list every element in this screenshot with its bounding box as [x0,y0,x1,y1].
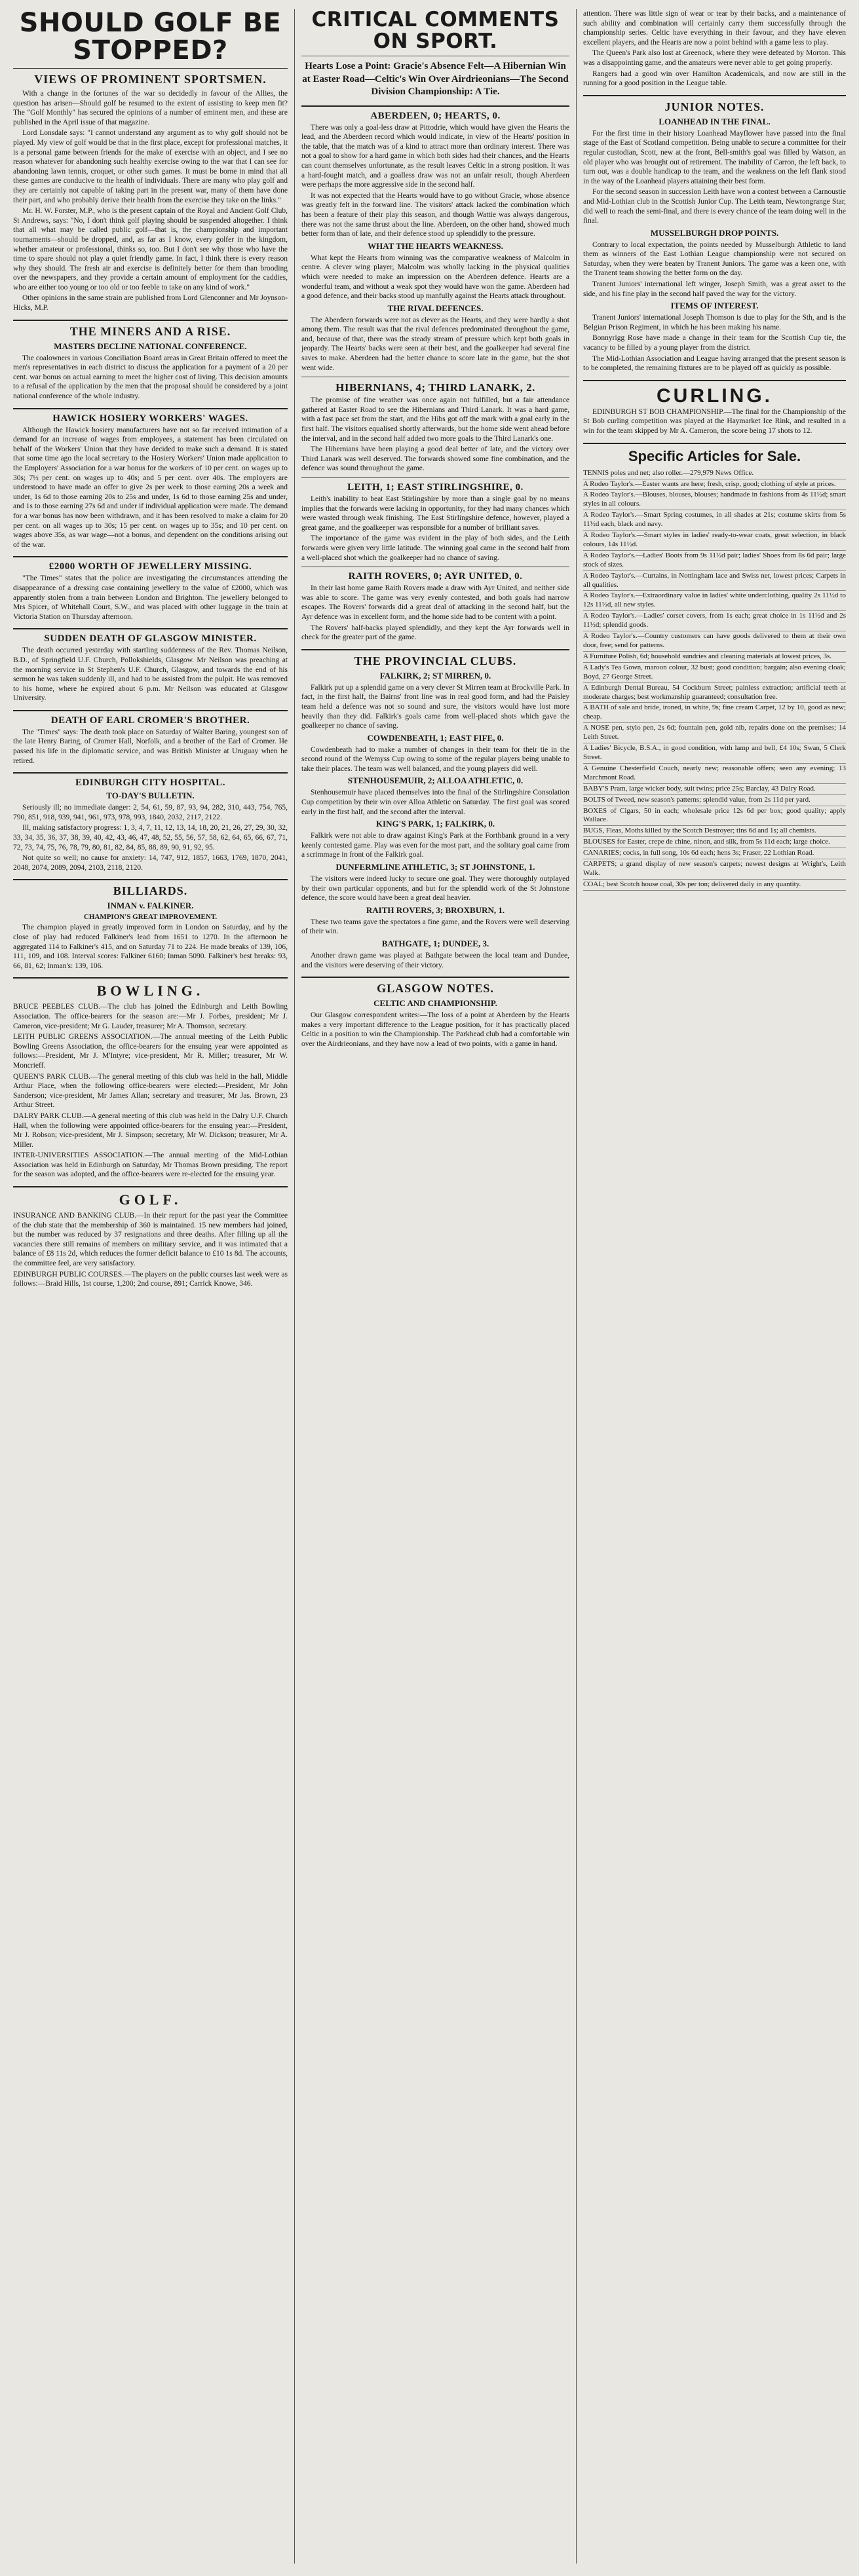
classified-ad: A NOSE pen, stylo pen, 2s 6d; fountain pen, gold nib, repairs done on the premises; 14 Leith Street. [583,724,846,743]
classified-ad: A Genuine Chesterfield Couch, nearly new; reasonable offers; seen any evening; 13 Marchmont Road. [583,764,846,784]
hospital-bulletin [13,803,288,872]
column-left [7,9,295,2564]
paragraph: The death occurred yesterday with startling suddenness of the Rev. Thomas Neilson, B.D., of Springfield U.F. Church, Pollokshields, Glasgow. Mr Neilson was preaching at the morning service in St Stephen's U.F. Church, Glasgow, and towards the end of his sermon he was taken suddenly ill, and had to be assisted from the pulpit. He was removed to his home, where he expired about 6 p.m. Mr Neilson was educated at Glasgow University. [13,646,288,703]
divider [583,95,846,96]
billiards-headline: BILLIARDS. [113,884,188,898]
paragraph: BRUCE PEEBLES CLUB.—The club has joined the Edinburgh and Leith Bowling Association. The office-bearers for the season are:—Mr J. Forbes, president; Mr J. Cameron, vice-president; Mr G. Lauder, treasurer; Mr A. Thomson, secretary. [13,1003,288,1030]
divider [301,105,569,107]
classified-ad: A Rodeo Taylor's.—Ladies' corset covers, from 1s each; great choice in 1s 11½d and 2s 11½d; splendid goods. [583,612,846,631]
hospital-subhead: TO-DAY'S BULLETIN. [106,791,195,801]
divider [13,710,288,711]
paragraph: Falkirk put up a splendid game on a very clever St Mirren team at Brockville Park. In fact, in the first half, the Bairns' front line was in real good form, and had the Paisley team held a defence was not so sound and sure, the visitors would have lost more heavily than they did. Falkirk's goals came from well-placed shots which gave the goalkeeper no chance of saving. [301,683,569,730]
paragraph: Other opinions in the same strain are published from Lord Glenconner and Mr Joynson-Hicks, M.P. [13,294,288,312]
paragraph: "The Times" states that the police are investigating the circumstances attending the disappearance of a dressing case containing jewellery to the value of £2000, which was apparently stolen from a train between London and Brighton. The jewellery belonged to Mrs Spicer, of Whitehall Court, S.W., and was placed with other luggage in the train at Victoria Station on Thursday afternoon. [13,574,288,621]
paragraph: Tranent Juniors' international left winger, Joseph Smith, was a great asset to the side, and his fine play in the second half paved the way for the victory. [583,280,846,298]
paragraph: It was not expected that the Hearts would have to go without Gracie, whose absence was greatly felt in the forward line. The visitors' attack lacked the combination which has been a feature of their play this season, and though Wattie was always dangerous, there was not the same thrust about the line. Aberdeen, on the other hand, showed much better form than of late, and their defence stood up splendidly to the pressure. [301,191,569,238]
classified-ad: BABY'S Pram, large wicker body, suit twins; price 25s; Barclay, 43 Dalry Road. [583,785,846,795]
paragraph: Our Glasgow correspondent writes:—The loss of a point at Aberdeen by the Hearts makes a very important difference to the League position, for it has practically placed Celtic in a position to win the Championship. The Parkhead club had a comfortable win over the Airdrieonians, and they have now a lead of two points, with a game in hand. [301,1011,569,1048]
miners-subhead: MASTERS DECLINE NATIONAL CONFERENCE. [54,341,247,351]
sport-headline: CRITICAL COMMENTS ON SPORT. [311,9,560,53]
raith-headline: RAITH ROVERS, 0; AYR UNITED, 0. [348,571,523,582]
paragraph: Although the Hawick hosiery manufacturers have not so far received intimation of a demand for an increase of wages from employees, a statement has been circulated on behalf of the Workers' Union that they have decided to make such a demand. It is stated that some time ago the local secretary to the Hosiery Workers' Union made application to the Employers' Association for a war bonus for the workers of 10 per cent. on wages up to 30s; 7½ per cent. on wages up to 40s; and 5 per cent. over 40s. The employers are understood to have made an offer to give 2s per week to those earning 20s a week and under, 1s 6d to those earning 20s to 25s and under, 1s 6d to those earning 25s and under, and 1s to those earning 27s 6d and under if individual application were made. The demand for a war bonus has now been withdrawn, and it has been resolved to make a claim for 20 per cent. on all wages up to 30s; 15 per cent. on wages up to 35s; and 10 per cent. on wages above 35s, as war wage—not a bonus, and dependent on the conditions arising out of the war. [13,426,288,549]
paragraph: Lord Lonsdale says: "I cannot understand any argument as to why golf should not be played. My view of golf would be that in the first place, except for professional matches, it is a personal game between friends for the make of exercise with an object, and I see no reason whatever for abandoning such healthy exercise owing to the war that I can see for abandoning lawn tennis, croquet, or other such games. It must be borne in mind that all these games are conducive to the health of individuals. There are many who play golf and they are certainly not capable of taking part in the present war, many of them have done their part, and who probably derive their health from the exercise they take on the links." [13,129,288,204]
divider [13,556,288,557]
paragraph: For the second season in succession Leith have won a contest between a Carnoustie and Mid-Lothian club in the Scottish Junior Cup. The Leith team, Newtongrange Star, did well to reach the semi-final, and there is every chance of the team doing well in the final. [583,188,846,225]
divider [583,380,846,381]
paragraph: Cowdenbeath had to make a number of changes in their team for their tie in the second round of the Wemyss Cup owing to some of the regular players being unable to take their places. The team was well balanced, and the young players did well. [301,745,569,773]
divider [13,320,288,321]
paragraph: With a change in the fortunes of the war so decidedly in favour of the Allies, the question has arisen—Should golf be resumed to the extent of assisting to keep men fit? The "Golf Monthly" has secured the opinions of a number of eminent men, and these are published in the April issue of that magazine. [13,90,288,126]
column-right [577,9,852,2564]
glasgow-notes-subhead: CELTIC AND CHAMPIONSHIP. [373,998,497,1009]
classified-ad: A Ladies' Bicycle, B.S.A., in good condition, with lamp and bell, £4 10s; Swan, 5 Clerk Street. [583,744,846,764]
paragraph: The Mid-Lothian Association and League having arranged that the present season is to be completed, the remaining fixtures are to be played off as quickly as possible. [583,354,846,373]
paragraph: QUEEN'S PARK CLUB.—The general meeting of this club was held in the hall, Middle Arthur Place, when the following office-bearers were elected:—President, Mr John Sanderson; vice-president, Mr James Allan; secretary and treasurer, Mr Jas. Brown, 23 Arthur Street. [13,1072,288,1110]
classified-ad: A Rodeo Taylor's.—Curtains, in Nottingham lace and Swiss net, lowest prices; Carpets in all qualities. [583,572,846,591]
classified-ad: BLOUSES for Easter, crepe de chine, ninon, and silk, from 5s 11d each; large choice. [583,838,846,848]
paragraph: The Aberdeen forwards were not as clever as the Hearts, and they were hardly a shot among them. The result was that the rival defences predominated throughout the game, and, because of that, there was the steady stream of pressure which kept both goals in jeopardy. The Hearts' backs were seen at their best, and the goalkeeper had several fine saves to make. Aberdeen had the better chance to score late in the game, but the shot went wide. [301,316,569,372]
divider [583,443,846,444]
hearts-weakness-headline: WHAT THE HEARTS WEAKNESS. [368,240,503,251]
bowling-items [13,1002,288,1180]
paragraph: The Queen's Park also lost at Greenock, where they were defeated by Morton. This was a disappointing game, and the amateurs were never able to get going properly. [583,49,846,67]
paragraph: LEITH PUBLIC GREENS ASSOCIATION.—The annual meeting of the Leith Public Bowling Greens Association, the office-bearers for the ensuing year were appointed as follows:—President, Mr J. M'Intyre; vice-president, Mr R. Miller; treasurer, Mr W. Moncrieff. [13,1033,288,1070]
hospital-headline: EDINBURGH CITY HOSPITAL. [75,777,226,789]
hibs-headline: HIBERNIANS, 4; THIRD LANARK, 2. [335,381,535,394]
divider [13,628,288,629]
classified-ad: COAL; best Scotch house coal, 30s per ton; delivered daily in any quantity. [583,880,846,891]
paragraph: Ill, making satisfactory progress: 1, 3, 4, 7, 11, 12, 13, 14, 18, 20, 21, 26, 27, 29, 30, 32, 33, 34, 35, 36, 37, 38, 39, 40, 42, 43, 46, 47, 48, 52, 55, 56, 57, 58, 62, 64, 65, 66, 67, 71, 72, 73, 74, 75, 76, 78, 79, 80, 81, 82, 84, 85, 88, 89, 90, 91, 92, 95. [13,824,288,851]
bowling-headline: BOWLING. [96,982,204,999]
classified-ad: A BATH of sale and bride, ironed, in white, 9s; fine cream Carpet, 12 by 10, good as new; cheap. [583,703,846,723]
divider [13,879,288,880]
paragraph: The visitors were indeed lucky to secure one goal. They were thoroughly outplayed by their own particular opponents, and but for the splendid work of the St Johnstone defence, the score would have been a great deal heavier. [301,875,569,903]
bathgate-headline: BATHGATE, 1; DUNDEE, 3. [381,939,489,948]
paragraph: Mr. H. W. Forster, M.P., who is the present captain of the Royal and Ancient Golf Club, St Andrews, says: "No, I don't think golf playing should be suspended altogether. I think that all what may be called public golf—that is, the championship and important tournaments—should be dropped, and, as far as I know, every golfer in the kingdom, whether amateur or professional, thinks so, too. But I don't see why those who have the time to spare should not play a quiet friendly game. In fact, I think there is every reason why they should. The fresh air and exercise is definitely better for them than brooding over the newspapers, and they provide a certain amount of employment for the caddies, who are either too young or too old or too feeble to take on any kind of work." [13,207,288,291]
paragraph: INSURANCE AND BANKING CLUB.—In their report for the past year the Committee of the club state that the membership of 360 is maintained. 15 new members had joined, but the number was reduced by 37 resignations and three deaths. After filling up all the vacancies there still remains of members on military service, and it was intimated that a balance of £8 11s 2d, which reduces the former deficit balance to £10 1s 8d. The accounts, the committee feel, are very satisfactory. [13,1212,288,1268]
golf-article [13,89,288,313]
paragraph: What kept the Hearts from winning was the comparative weakness of Malcolm in centre. A clever wing player, Malcolm was wholly lacking in the physical qualities which were needed to make an impression on the Aberdeen defence. Hearts are a wonderful team, and without a weak spot they would have won the game. Aberdeen had a good defence, and their backs stood up manfully against the Hearts attack throughout. [301,253,569,301]
divider [301,477,569,478]
musselburgh-headline: MUSSELBURGH DROP POINTS. [650,227,779,238]
paragraph: Falkirk were not able to draw against King's Park at the Forthbank ground in a very keenly contested game. Play was even for the most part, and the solitary goal came from a scrimmage in front of the Falkirk goal. [301,832,569,859]
paragraph: The champion played in greatly improved form in London on Saturday, and by the close of play had reduced Falkiner's lead from 1651 to 1270. In the afternoon he aggregated 114 to Falkiner's 415, and on Saturday 71 to 224. He made breaks of 139, 106, 111, 109, and 108. Interval scores: Falkiner 6160; Inman 5090. Falkiner's best breaks: 93, 66, 81, 62; Inman's: 139, 106. [13,924,288,970]
paragraph: Seriously ill; no immediate danger: 2, 54, 61, 59, 87, 93, 94, 282, 310, 443, 754, 765, 790, 851, 918, 939, 941, 961, 973, 978, 993, 1840, 2032, 2117, 2122. [13,804,288,821]
glasgow-notes-headline: GLASGOW NOTES. [377,982,494,996]
classified-ad: BOLTS of Tweed, new season's patterns; splendid value, from 2s 11d per yard. [583,796,846,806]
paragraph: INTER-UNIVERSITIES ASSOCIATION.—The annual meeting of the Mid-Lothian Association was held in Edinburgh on Saturday, Mr Thomas Brown presiding. The report for the season was adopted, and the office-bearers were re-elected for the ensuing year. [13,1151,288,1179]
paragraph: Contrary to local expectation, the points needed by Musselburgh Athletic to land them as winners of the East Lothian League championship were not secured on Saturday, when they were beaten by Tranent Juniors. The game was a keen one, with the Tranent team showing the better form on the day. [583,240,846,278]
paragraph: DALRY PARK CLUB.—A general meeting of this club was held in the Dalry U.F. Church Hall, when the following were appointed office-bearers for the ensuing year:—President, Mr J. Robson; vice-president, Mr J. Simpson; secretary, Mr W. Dickson; treasurer, Mr A. Miller. [13,1111,288,1149]
billiards-sub2: CHAMPION'S GREAT IMPROVEMENT. [83,913,218,922]
classified-headline: Specific Articles for Sale. [628,447,801,464]
classified-ad: A Rodeo Taylor's.—Easter wants are here; fresh, crisp, good; clothing of style at prices. [583,480,846,491]
paragraph: The promise of fine weather was once again not fulfilled, but a fair attendance gathered at Easter Road to see the Hibernians and Third Lanark. It was a hard game, with a fast pace set from the start, and the Hibs got off the mark with a goal early in the first half. The visitors equalised shortly afterwards, but the home side went ahead before the interval, and in the second half added two more goals to the Third Lanark's one. [301,396,569,443]
golf2-headline: GOLF. [119,1191,182,1208]
classified-ad: A Rodeo Taylor's.—Ladies' Boots from 9s 11½d pair; ladies' Shoes from 8s 6d pair; large stock of sizes. [583,551,846,571]
divider [13,977,288,979]
loanhead-headline: LOANHEAD IN THE FINAL. [659,116,771,126]
paragraph: The "Times" says: The death took place on Saturday of Walter Baring, youngest son of the late Henry Baring, of Cromer Hall, Norfolk, and a brother of the Earl of Cromer. He passed his life in the diplomatic service, and was British Minister at Uruguay when he retired. [13,728,288,765]
classified-ad: BUGS, Fleas, Moths killed by the Scotch Destroyer; tins 6d and 1s; all chemists. [583,827,846,837]
glasgow-minister-headline: SUDDEN DEATH OF GLASGOW MINISTER. [44,633,257,644]
classified-ad: CANARIES; cocks, in full song, 10s 6d each; hens 3s; Fraser, 22 Lothian Road. [583,849,846,859]
sport-deck: Hearts Lose a Point: Gracie's Absence Felt—A Hibernian Win at Easter Road—Celtic's Win Over Airdrieonians—The Second Division Championship: A Tie. [302,61,569,98]
paragraph: EDINBURGH PUBLIC COURSES.—The players on the public courses last week were as follows:—Braid Hills, 1st course, 1,200; 2nd course, 891; Carrick Knowe, 346. [13,1270,288,1288]
aberdeen-headline: ABERDEEN, 0; HEARTS, 0. [370,110,501,121]
divider [13,408,288,409]
columns [7,9,852,2564]
paragraph: There was only a goal-less draw at Pittodrie, which would have given the Hearts the lead, and the Aberdeen record which would indicate, in view of the Hearts' position in the table, that the match was of a kind to attract more than ordinary interest. There was not a goal to show for a hard game in which both sides had their chances, and the Hearts can count themselves unfortunate, as the result leaves Celtic in a strong position. It was a hard-fought match, and a goalless draw was not an unfair result, though Aberdeen were perhaps the more aggressive side in the second half. [301,123,569,189]
paragraph: EDINBURGH ST BOB CHAMPIONSHIP.—The final for the Championship of the St Bob curling competition was played at the Haymarket Ice Rink, and resulted in a win for the team skipped by Mr A. Cameron, the score being 17 shots to 12. [583,407,846,435]
divider [13,772,288,774]
golf-headline: SHOULD GOLF BE STOPPED? [19,9,282,65]
stenhousemuir-headline: STENHOUSEMUIR, 2; ALLOA ATHLETIC, 0. [347,775,524,786]
paragraph: Bonnyrigg Rose have made a change in their team for the Scottish Cup tie, the vacancy to be filled by a young player from the district. [583,334,846,352]
classified-ad: TENNIS poles and net; also roller.—279,979 News Office. [583,469,846,479]
raith2-headline: RAITH ROVERS, 3; BROXBURN, 1. [366,905,505,915]
billiards-subhead: INMAN v. FALKINER. [107,901,194,911]
classified-ad: A Rodeo Taylor's.—Country customers can have goods delivered to them at their own door, free; send for patterns. [583,632,846,652]
divider [301,649,569,650]
classified-ad: CARPETS; a grand display of new season's carpets; newest designs at Wright's, Leith Walk. [583,860,846,880]
divider [301,977,569,978]
golf2-items [13,1211,288,1289]
cromer-headline: DEATH OF EARL CROMER'S BROTHER. [50,715,250,726]
paragraph: attention. There was little sign of wear or tear by their backs, and a maintenance of such ability and combination will certainly carry them successfully through the championship series. Celtic have everything in their favour, and they have eleven excellent players, and the Hearts are now a point behind with a game less to play. [583,10,846,47]
dunfermline-headline: DUNFERMLINE ATHLETIC, 3; ST JOHNSTONE, 1. [335,862,535,872]
jewellery-headline: £2000 WORTH OF JEWELLERY MISSING. [48,561,252,572]
paragraph: Leith's inability to beat East Stirlingshire by more than a single goal by no means implies that the forwards were lacking in opportunity, for they had many chances which were wasted through weak finishing. The East Stirlingshire defence, however, played a great game, and the goalkeeper was responsible for a number of brilliant saves. [301,495,569,532]
cowdenbeath-headline: COWDENBEATH, 1; EAST FIFE, 0. [367,732,504,743]
falkirk-headline: FALKIRK, 2; ST MIRREN, 0. [379,670,491,681]
paragraph: The importance of the game was evident in the play of both sides, and the Leith forwards were given very little latitude. The winning goal came in the second half from a well-placed shot which the goalkeeper had no chance of saving. [301,534,569,562]
paragraph: The Rovers' half-backs played splendidly, and they kept the Ayr forwards well in check for the greater part of the game. [301,624,569,642]
leith-headline: LEITH, 1; EAST STIRLINGSHIRE, 0. [347,482,524,493]
golf-subhead: VIEWS OF PROMINENT SPORTSMEN. [34,73,267,86]
curling-headline: CURLING. [657,384,773,407]
divider [13,68,288,69]
classified-ad: A Lady's Tea Gown, maroon colour, 32 bust; good condition; bargain; also evening cloak; Boyd, 27 George Street. [583,663,846,683]
interest-headline: ITEMS OF INTEREST. [670,301,759,311]
paragraph: The Hibernians have been playing a good deal better of late, and the victory over Third Lanark was well deserved. The forwards showed some fine combination, and the defence was sound throughout the game. [301,445,569,473]
paragraph: For the first time in their history Loanhead Mayflower have passed into the final stage of the East of Scotland competition. Being unable to secure a committee for their regular custodian, Scott, new at the front, Bell-smith's goal was filled by Watson, an old player who was brought out of retirement. The inability of Carron, the left back, to turn out, was a double handicap to the team, and the weakness on the left flank stood in the way of the Loanhead players attaining their best form. [583,129,846,185]
hawick-headline: HAWICK HOSIERY WORKERS' WAGES. [52,413,248,424]
paragraph: Tranent Juniors' international Joseph Thomson is due to play for the Sth, and is the Belgian Prison Regiment, in which he has been making his name. [583,314,846,331]
classified-ad: A Rodeo Taylor's.—Blouses, blouses, blouses; handmade in fashions from 4s 11½d; smart styles in all colours. [583,491,846,510]
classified-ad: A Rodeo Taylor's.—Smart Spring costumes, in all shades at 21s; costume skirts from 5s 11½d each, black and navy. [583,511,846,531]
classified-ad: A Edinburgh Dental Bureau, 54 Cockburn Street; painless extraction; artificial teeth at moderate charges; best workmanship guaranteed; consultation free. [583,684,846,703]
classified-ad: A Furniture Polish, 6d; household sundries and cleaning materials at lowest prices, 3s. [583,652,846,663]
classified-ad: A Rodeo Taylor's.—Smart styles in ladies' ready-to-wear coats, great selection, in black colours, 14s 11½d. [583,531,846,551]
paragraph: These two teams gave the spectators a fine game, and the Rovers were well deserving of their win. [301,918,569,936]
classified-ad: A Rodeo Taylor's.—Extraordinary value in ladies' white underclothing, quality 2s 11½d to 12s 11½d, all new styles. [583,591,846,611]
column-middle [295,9,577,2564]
paragraph: Rangers had a good win over Hamilton Academicals, and now are still in the running for a good position in the League table. [583,69,846,88]
provincial-headline: THE PROVINCIAL CLUBS. [354,654,517,667]
junior-headline: JUNIOR NOTES. [664,100,765,113]
paragraph: Not quite so well; no cause for anxiety: 14, 747, 912, 1857, 1663, 1769, 1870, 2041, 2048, 2074, 2089, 2094, 2103, 2118, 2120. [13,854,288,872]
paragraph: Stenhousemuir have placed themselves into the final of the Stirlingshire Consolation Cup competition by their win over Alloa Athletic on Saturday. The first goal was scored early in the first half, and the second after the interval. [301,789,569,816]
paragraph: In their last home game Raith Rovers made a draw with Ayr United, and neither side was able to score. The game was very evenly contested, and both goals had narrow escapes. The Rovers' forwards did a great deal of attacking in the second half, but the Ayr defence was in excellent form, and the home side had to be content with a point. [301,584,569,621]
paragraph: Another drawn game was played at Bathgate between the local team and Dundee, and the visitors were deserving of their victory. [301,952,569,969]
classified-ad: BOXES of Cigars, 50 in each; wholesale price 12s 6d per box; good quality; apply Wallace. [583,807,846,827]
kings-park-headline: KING'S PARK, 1; FALKIRK, 0. [375,819,495,829]
rival-defences-headline: THE RIVAL DEFENCES. [387,303,484,313]
divider [13,1186,288,1187]
classified-ads [583,469,846,891]
paragraph: The coalowners in various Conciliation Board areas in Great Britain offered to meet the men's representatives in each district to discuss the application for a payment of a 20 per cent. war bonus on actual earning to meet the higher cost of living. This decision amounts to a refusal of the application by the men that the proposal should be considered by a joint national conference of the whole industry. [13,354,288,401]
miners-headline: THE MINERS AND A RISE. [69,324,231,338]
